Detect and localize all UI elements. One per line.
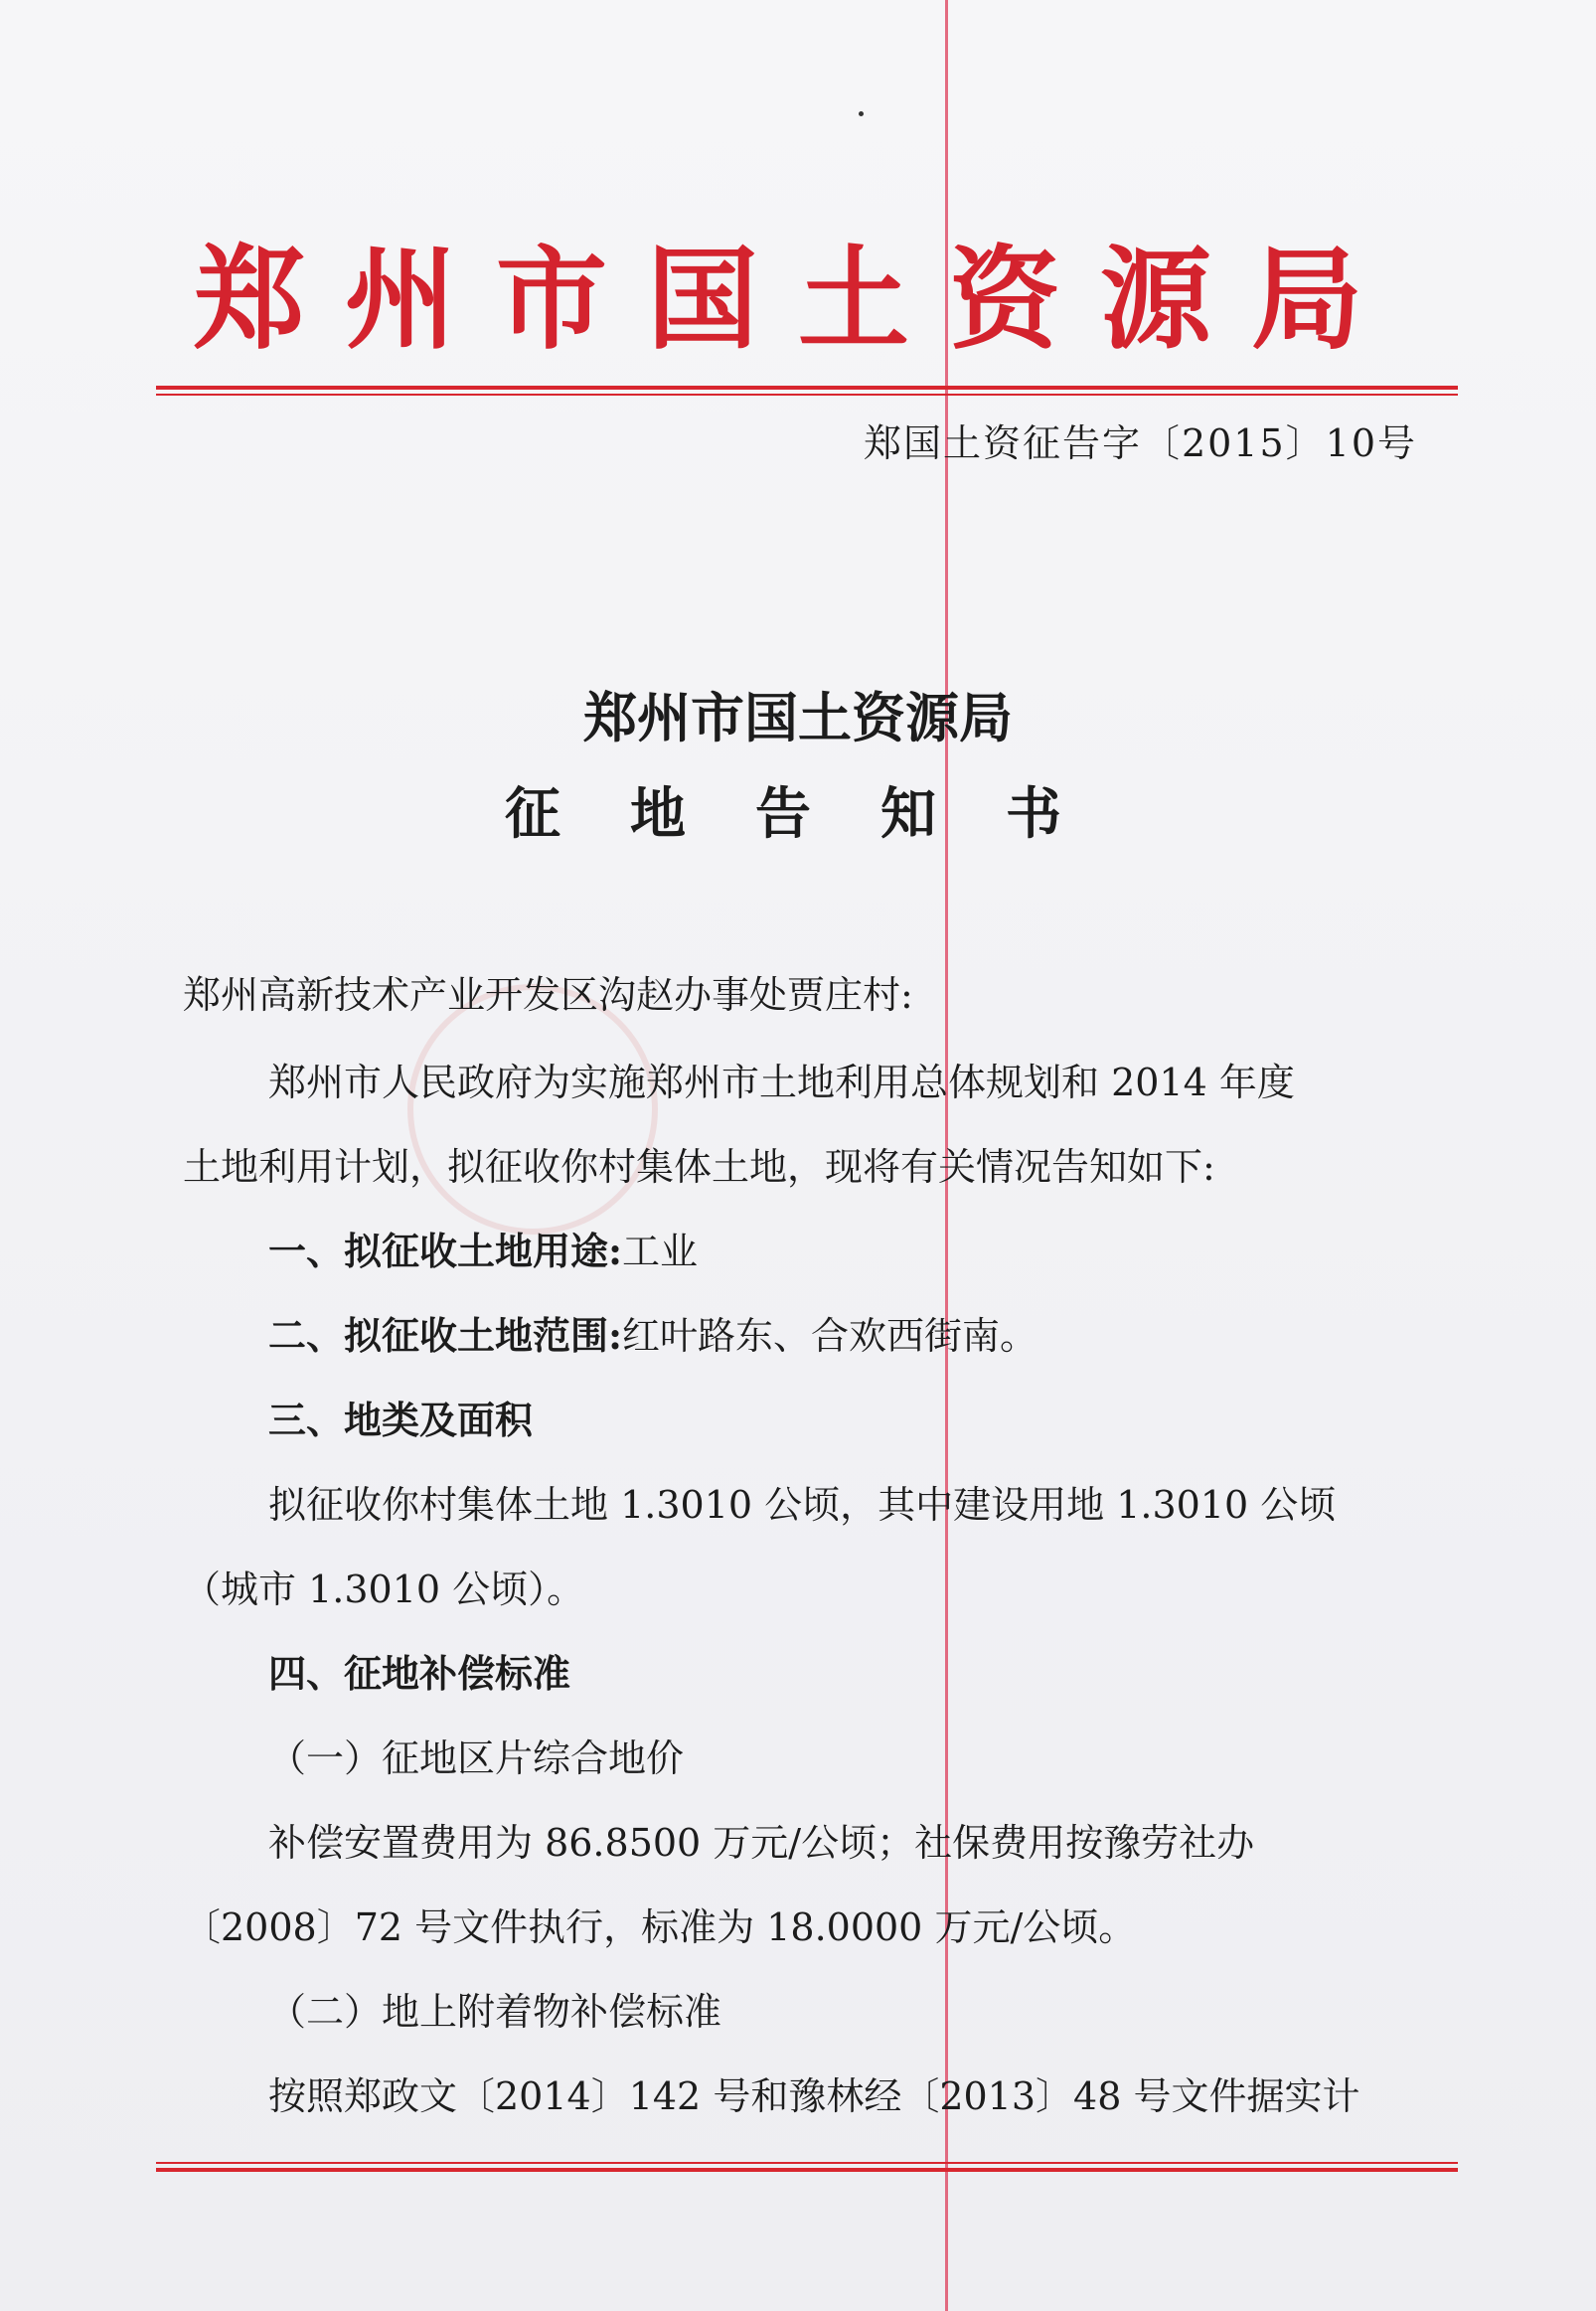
section-4-subheading-1: （一）征地区片综合地价 [268, 1736, 685, 1780]
binding-dot [859, 111, 864, 116]
section-2 [268, 1305, 1037, 1360]
faded-seal [407, 984, 658, 1235]
document-number: 郑国土资征告字〔2015〕10号 [863, 421, 1417, 465]
section-1-heading: 一、拟征收土地用途: [268, 1229, 623, 1273]
section-2-value: 红叶路东、合欢西街南。 [622, 1314, 1038, 1358]
intro-line-2: 土地利用计划，拟征收你村集体土地，现将有关情况告知如下: [183, 1145, 1215, 1189]
section-3-text-2: （城市 1.3010 公顷）。 [183, 1568, 585, 1611]
intro-line-1: 郑州市人民政府为实施郑州市土地利用总体规划和 2014 年度 [268, 1061, 1295, 1104]
section-4-text-3: 按照郑政文〔2014〕142 号和豫林经〔2013〕48 号文件据实计 [268, 2074, 1360, 2118]
header-rule [156, 386, 1458, 396]
section-3-heading: 三、地类及面积 [268, 1398, 534, 1442]
footer-rule [156, 2162, 1458, 2172]
notice-title: 征地告知书 [505, 781, 1131, 847]
section-1 [268, 1221, 698, 1275]
notice-issuer-title: 郑州市国土资源局 [583, 686, 1013, 749]
agency-header: 郑州市国土资源局 [194, 235, 1402, 365]
section-1-value: 工业 [622, 1230, 699, 1273]
section-4-heading: 四、征地补偿标准 [268, 1651, 571, 1696]
section-4-text-2: 〔2008〕72 号文件执行，标准为 18.0000 万元/公顷。 [183, 1905, 1137, 1949]
section-2-heading: 二、拟征收土地范围: [268, 1313, 623, 1358]
addressee: 郑州高新技术产业开发区沟赵办事处贾庄村: [183, 973, 913, 1017]
section-3-text-1: 拟征收你村集体土地 1.3010 公顷，其中建设用地 1.3010 公顷 [268, 1483, 1337, 1527]
section-4-text-1: 补偿安置费用为 86.8500 万元/公顷；社保费用按豫劳社办 [268, 1821, 1255, 1865]
section-4-subheading-2: （二）地上附着物补偿标准 [268, 1990, 722, 2034]
